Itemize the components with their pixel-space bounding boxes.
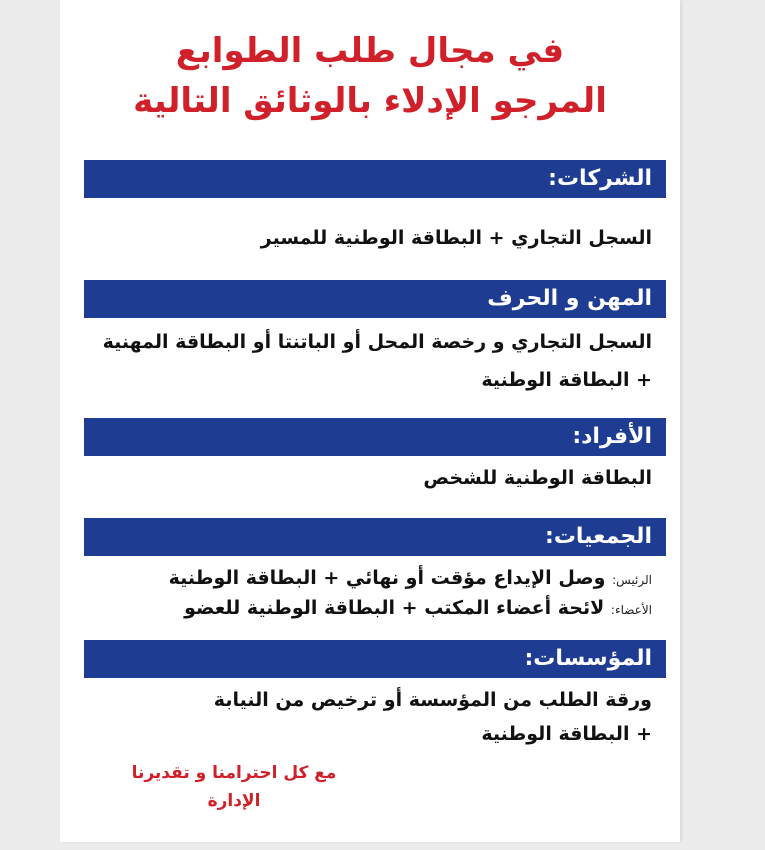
section-heading-professions: المهن و الحرف xyxy=(84,280,666,318)
section-heading-associations: الجمعيات: xyxy=(84,518,666,556)
individuals-requirements: البطاقة الوطنية للشخص xyxy=(423,467,652,489)
associations-president-row xyxy=(84,562,652,596)
associations-members-row xyxy=(84,592,652,626)
section-heading-companies: الشركات: xyxy=(84,160,666,198)
institutions-requirements-line-2: + البطاقة الوطنية xyxy=(481,723,652,745)
page-title-line-1: في مجال طلب الطوابع xyxy=(175,31,565,71)
page-title-line-2: المرجو الإدلاء بالوثائق التالية xyxy=(133,81,607,121)
professions-requirements-line-2: + البطاقة الوطنية xyxy=(481,369,652,391)
closing-signature: الإدارة xyxy=(207,791,261,811)
president-label: الرئيس: xyxy=(612,573,652,587)
institutions-requirements-line-1: ورقة الطلب من المؤسسة أو ترخيص من النيابة xyxy=(213,689,652,711)
section-heading-institutions: المؤسسات: xyxy=(84,640,666,678)
members-label: الأعضاء: xyxy=(610,603,652,617)
members-requirements: لائحة أعضاء المكتب + البطاقة الوطنية للعضو xyxy=(184,597,605,619)
closing-regards: مع كل احترامنا و تقديرنا xyxy=(131,763,337,783)
section-heading-individuals: الأفراد: xyxy=(84,418,666,456)
professions-requirements-line-1: السجل التجاري و رخصة المحل أو الباتنتا أو البطاقة المهنية xyxy=(102,331,652,353)
president-requirements: وصل الإيداع مؤقت أو نهائي + البطاقة الوطنية xyxy=(168,567,606,589)
companies-requirements: السجل التجاري + البطاقة الوطنية للمسير xyxy=(260,227,652,249)
